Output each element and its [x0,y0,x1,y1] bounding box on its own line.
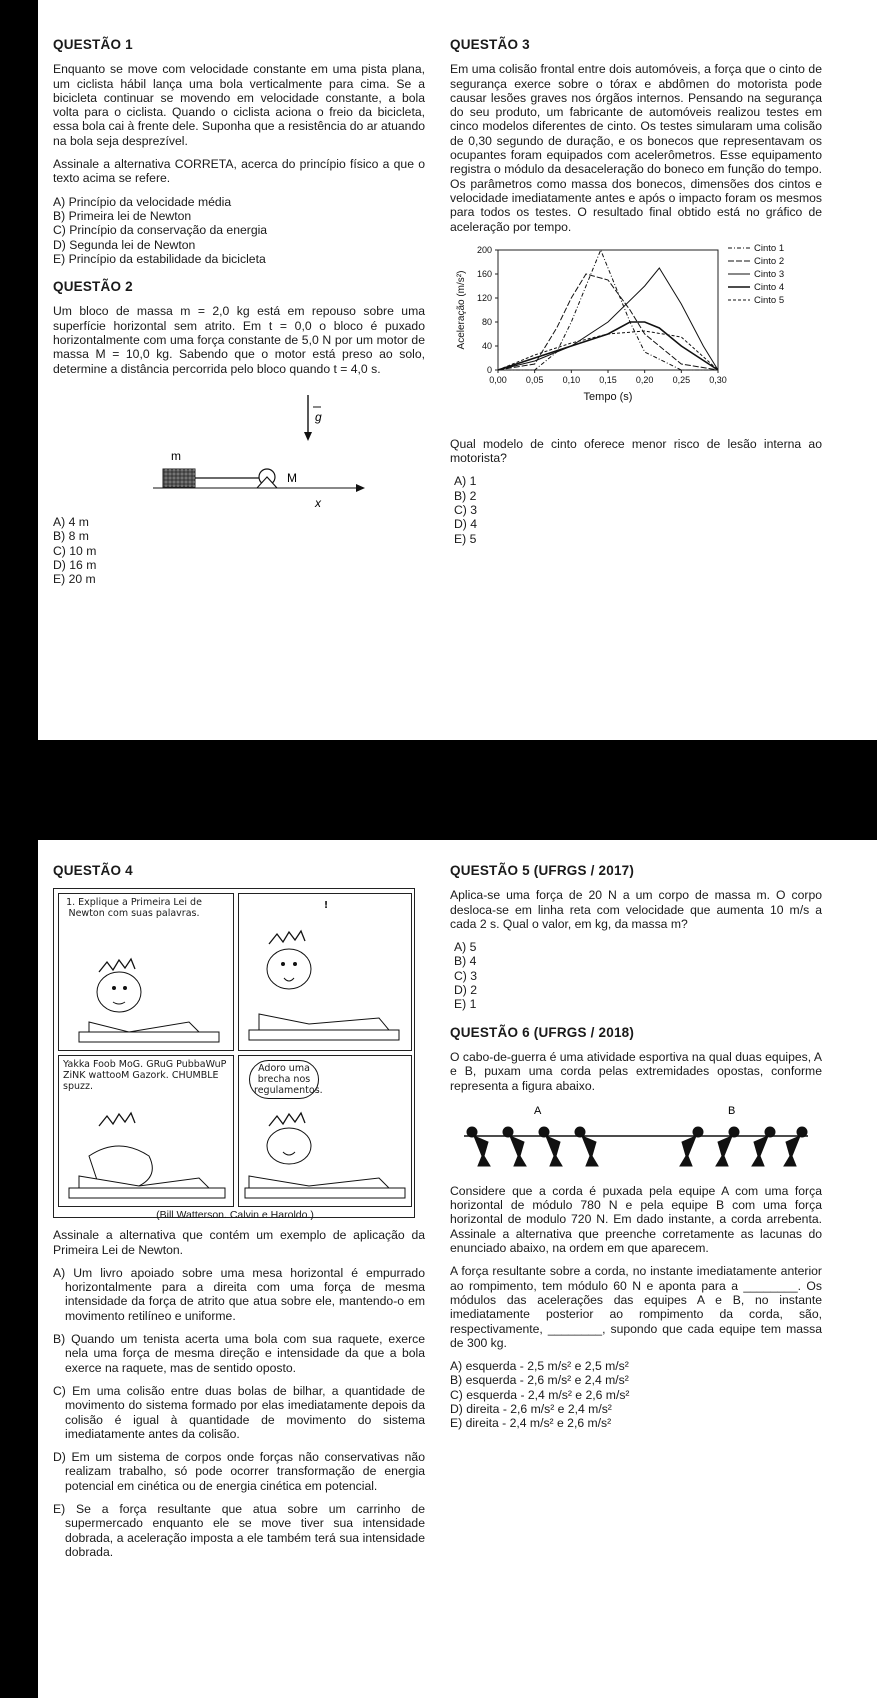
series-line-3 [498,268,718,370]
y-axis-label: Aceleração (m/s²) [456,270,467,350]
y-tick-label: 0 [486,364,492,375]
x-tick-label: 0,20 [635,374,654,385]
q1-option-b[interactable]: B) Primeira lei de Newton [53,208,192,223]
q2-option-b[interactable]: B) 8 m [53,529,89,544]
comic-panel-1-text: 1. Explique a Primeira Lei de Newton com suas palavras. [66,897,202,920]
q3-option-b[interactable]: B) 2 [454,488,477,503]
q6-text-2: Considere que a corda é puxada pela equipe A com uma força horizontal de módulo 780 N e pela equipe B com uma força horizontal de modulo 720 N. Em dado instante, a corda arrebenta. Assinale a alternativa que preenche corretamente as lacunas do enunciado abaixo, na ordem em que aparecem. [450,1183,822,1256]
x-tick-label: 0,25 [672,374,691,385]
team-b-person-3 [752,1127,775,1166]
q5-option-e[interactable]: E) 1 [454,997,477,1012]
q5-option-d[interactable]: D) 2 [454,983,478,998]
q1-option-e[interactable]: E) Princípio da estabilidade da bicicleta [53,251,266,266]
y-tick-label: 80 [481,316,492,327]
legend-label-1: Cinto 1 [754,242,785,254]
team-b-label: B [728,1104,736,1117]
q3-option-a[interactable]: A) 1 [454,474,477,489]
q1-prompt: Assinale a alternativa CORRETA, acerca do princípio físico a que o texto acima se refere. [53,157,425,186]
q2-option-e[interactable]: E) 20 m [53,572,96,587]
page-2 [38,840,877,1698]
q5-option-b[interactable]: B) 4 [454,954,477,969]
q2-options [53,515,425,586]
y-tick-label: 160 [476,268,492,279]
q1-title: QUESTÃO 1 [53,37,133,52]
page-1 [38,0,877,740]
question-1 [53,38,425,586]
q1-text: Enquanto se move com velocidade constante em uma pista plana, um ciclista hábil lança uma bola verticalmente para cima. Se a bicicleta continuar se movendo em velocidade constante, a bola volta para o ciclista. Quando o ciclista aciona o freio da bicicleta, essa bola cai à frente dele. Suponha que a resistência do ar atuando na bola seja desprezível. [53,62,425,148]
x-axis-label: x [315,495,321,510]
q3-title: QUESTÃO 3 [450,37,530,52]
comic-panel-4-balloon [249,1060,323,1099]
comic-panel-2-text: ! [323,900,329,912]
q3-option-c[interactable]: C) 3 [454,503,478,518]
q5-options [450,940,822,1011]
q1-option-c[interactable]: C) Princípio da conservação da energia [53,223,268,238]
team-a-person-4 [575,1127,598,1166]
acceleration-chart [450,236,822,431]
q6-text-3: A força resultante sobre a corda, no instante imediatamente anterior ao rompimento, tem módulo 60 N e aponta para a ________. Os módulos das acelerações das equipes A e B, no instante imediatamente posterior ao rompimento da corda, são, respectivamente, ________, supondo que cada equipe tem massa de 300 kg. [450,1264,822,1350]
question-4 [53,864,425,1568]
q5-option-c[interactable]: C) 3 [454,968,478,983]
q4-option-d[interactable]: D) Em um sistema de corpos onde forças não conservativas não realizam trabalho, só pode ocorrer transformação de energia potencial em cinética ou de energia cinética em potencial. [53,1450,425,1493]
comic-panel-4 [238,1055,412,1207]
legend-label-5: Cinto 5 [754,294,785,306]
q3-question: Qual modelo de cinto oferece menor risco de lesão interna ao motorista? [450,436,822,466]
q5-option-a[interactable]: A) 5 [454,940,477,955]
x-tick-label: 0,10 [562,374,581,385]
q3-option-e[interactable]: E) 5 [454,531,477,546]
block-mass-label: m [171,448,181,463]
legend-label-2: Cinto 2 [754,255,785,267]
team-a-label: A [534,1104,542,1117]
question-5-6 [450,864,822,1431]
motor-mass-label: M [287,470,297,485]
q2-text: Um bloco de massa m = 2,0 kg está em repouso sobre uma superfície horizontal sem atrito. Em t = 0,0 o bloco é puxado horizontalmente com uma força constante de 5,0 N por um motor de massa M = 10,0 kg. Sabendo que o motor está preso ao solo, determine a distância percorrida pelo bloco quando t = 4,0 s. [53,304,425,376]
q6-option-e[interactable]: E) direita - 2,4 m/s² e 2,6 m/s² [450,1416,612,1431]
q2-option-a[interactable]: A) 4 m [53,514,89,529]
q2-title: QUESTÃO 2 [53,279,133,295]
q6-option-d[interactable]: D) direita - 2,6 m/s² e 2,4 m/s² [450,1402,612,1417]
y-tick-label: 40 [481,340,492,351]
q1-option-a[interactable]: A) Princípio da velocidade média [53,194,232,209]
q2-option-c[interactable]: C) 10 m [53,543,97,558]
q3-option-d[interactable]: D) 4 [454,517,478,532]
team-b-person-2 [716,1127,739,1166]
q6-option-c[interactable]: C) esquerda - 2,4 m/s² e 2,6 m/s² [450,1387,630,1402]
q6-text-1: O cabo-de-guerra é uma atividade esportiva na qual duas equipes, A e B, puxam uma corda pelas extremidades opostas, conforme representa a figura abaixo. [450,1049,822,1093]
team-a-person-1 [467,1127,490,1166]
legend-label-3: Cinto 3 [754,268,785,280]
comic-panel-3 [58,1055,234,1207]
team-a-person-3 [539,1127,562,1166]
q6-options [450,1359,822,1430]
question-3 [450,38,822,546]
team-b-person-1 [680,1127,703,1166]
q4-option-c[interactable]: C) Em uma colisão entre duas bolas de bilhar, a quantidade de movimento do sistema formado por elas imediatamente depois da colisão é igual à quantidade de movimento do sistema imediatamente antes da colisão. [53,1383,425,1441]
team-a-person-2 [503,1127,526,1166]
x-tick-label: 0,30 [709,374,727,385]
comic-strip [53,888,415,1222]
x-tick-label: 0,05 [525,374,544,385]
team-b-person-4 [784,1127,807,1166]
comic-credit: (Bill Watterson. Calvin e Haroldo.) [156,1209,314,1222]
gravity-label: g [315,409,322,424]
tug-of-war-figure [450,1102,822,1184]
comic-panel-3-text: Yakka Foob MoG. GRuG PubbaWuP ZiNK wattooM Gazork. CHUMBLE spuzz. [63,1059,227,1093]
q3-options [450,474,822,545]
q1-option-d[interactable]: D) Segunda lei de Newton [53,237,196,252]
q5-text: Aplica-se uma força de 20 N a um corpo de massa m. O corpo desloca-se em linha reta com velocidade que aumenta 10 m/s a cada 2 s. Qual o valor, em kg, da massa m? [450,888,822,931]
y-tick-label: 200 [476,244,492,255]
q4-options [53,1266,425,1559]
x-tick-label: 0,00 [489,374,507,385]
q2-option-d[interactable]: D) 16 m [53,557,97,572]
x-axis-label: Tempo (s) [583,390,633,403]
q5-title: QUESTÃO 5 (UFRGS / 2017) [450,863,635,878]
q6-option-b[interactable]: B) esquerda - 2,6 m/s² e 2,4 m/s² [450,1373,629,1388]
q4-option-b[interactable]: B) Quando um tenista acerta uma bola com sua raquete, exerce nela uma força de mesma direção e intensidade da que a bola exerce na raquete, mas de sentido oposto. [53,1332,425,1375]
q2-figure [53,385,425,515]
series-line-4 [498,322,718,370]
comic-panel-1 [58,893,234,1051]
y-tick-label: 120 [476,292,492,303]
q4-title: QUESTÃO 4 [53,863,133,878]
x-tick-label: 0,15 [599,374,617,385]
q4-prompt: Assinale a alternativa que contém um exemplo de aplicação da Primeira Lei de Newton. [53,1228,425,1257]
comic-panel-2 [238,893,412,1051]
legend-label-4: Cinto 4 [754,281,785,293]
q6-option-a[interactable]: A) esquerda - 2,5 m/s² e 2,5 m/s² [450,1359,629,1374]
q4-option-e[interactable]: E) Se a força resultante que atua sobre um carrinho de supermercado enquanto ele se move tiver sua intensidade dobrada, a aceleração imposta a ele também terá sua intensidade dobrada. [53,1502,425,1559]
q6-title: QUESTÃO 6 (UFRGS / 2018) [450,1024,635,1040]
q4-option-a[interactable]: A) Um livro apoiado sobre uma mesa horizontal é empurrado horizontalmente para a direita com uma força de mesma intensidade da força de atrito que atua sobre ele, mantendo-o em movimento retilíneo e uniforme. [53,1265,425,1323]
q3-text: Em uma colisão frontal entre dois automóveis, a força que o cinto de segurança exerce sobre o tórax e abdômen do motorista pode causar lesões graves nos órgãos internos. Pensando na segurança do seu produto, um fabricante de automóveis realizou testes em cinco modelos diferentes de cinto. Os testes simularam uma colisão de 0,30 segundo de duração, e os bonecos que representavam os ocupantes foram equipados com acelerômetros. Esse equipamento registra o módulo da desaceleração do boneco em função do tempo. Os parâmetros como massa dos bonecos, dimensões dos cintos e velocidade imediatamente antes e após o impacto foram os mesmos para todos os testes. O resultado final obtido está no gráfico de aceleração por tempo. [450,62,822,234]
comic-panel-4-text: Adoro uma brecha nos regulamentos. [254,1063,323,1097]
q1-options [53,195,425,266]
